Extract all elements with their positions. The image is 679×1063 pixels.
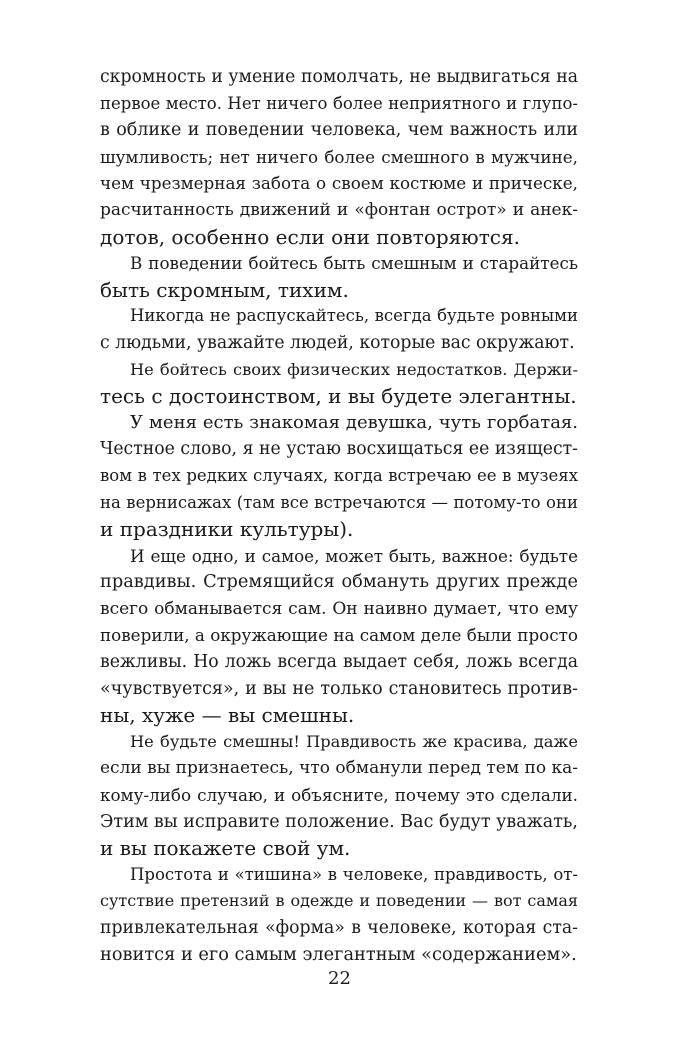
text-line: Никогда не распускайтесь, всегда будьте ровными bbox=[130, 306, 578, 326]
text-line: и праздники культуры). bbox=[100, 517, 354, 542]
text-line: И еще одно, и самое, может быть, важное: будьте bbox=[130, 545, 578, 566]
text-line: ны, хуже — вы смешны. bbox=[100, 703, 355, 728]
paragraph-2 bbox=[100, 250, 578, 303]
paragraph-8 bbox=[100, 862, 578, 968]
text-line: правдивы. Стремящийся обмануть других прежде bbox=[100, 572, 578, 593]
paragraph-1 bbox=[100, 64, 578, 250]
text-line: шумливость; нет ничего более смешного в мужчине, bbox=[100, 146, 578, 167]
text-line: на вернисажах (там все встречаются — потому-то они bbox=[100, 492, 578, 512]
paragraph-4 bbox=[100, 357, 578, 410]
paragraph-5 bbox=[100, 410, 578, 543]
text-line: сутствие претензий в одежде и поведении — вот самая bbox=[100, 891, 578, 911]
text-line: вом в тех редких случаях, когда встречаю ее в музеях bbox=[100, 465, 578, 485]
text-line: дотов, особенно если они повторяются. bbox=[100, 224, 520, 249]
text-line: привлекательная «форма» в человеке, которая ста- bbox=[100, 918, 578, 938]
text-line: и вы покажете свой ум. bbox=[100, 836, 351, 861]
paragraph-6 bbox=[100, 543, 578, 729]
text-line: Честное слово, я не устаю восхищаться ее изящест- bbox=[100, 439, 578, 460]
text-line: чем чрезмерная забота о своем костюме и прическе, bbox=[100, 173, 578, 194]
text-line: в облике и поведении человека, чем важность или bbox=[100, 120, 578, 141]
text-line: В поведении бойтесь быть смешным и старайтесь bbox=[130, 253, 578, 274]
text-line: кому-либо случаю, и объясните, почему это сделали. bbox=[100, 785, 578, 806]
text-line: поверили, а окружающие на самом деле были просто bbox=[100, 625, 578, 646]
paragraph-3 bbox=[100, 303, 578, 356]
page-number: 22 bbox=[328, 968, 351, 989]
text-line: «чувствуется», и вы не только становитесь против- bbox=[100, 678, 578, 699]
text-line: скромность и умение помолчать, не выдвигаться на bbox=[100, 67, 578, 87]
text-line: всего обманывается сам. Он наивно думает, что ему bbox=[100, 598, 578, 619]
text-line: Не бойтесь своих физических недостатков. Держи- bbox=[130, 359, 578, 379]
text-line: новится и его самым элегантным «содержанием». bbox=[100, 944, 577, 965]
text-line: Не будьте смешны! Правдивость же красива, даже bbox=[130, 731, 578, 751]
text-line: если вы признаетесь, что обманули перед тем по ка- bbox=[100, 758, 578, 779]
paragraph-7 bbox=[100, 729, 578, 862]
text-line: тесь с достоинством, и вы будете элегантны. bbox=[100, 384, 577, 409]
text-line: быть скромным, тихим. bbox=[100, 277, 349, 302]
text-line: Простота и «тишина» в человеке, правдивость, от- bbox=[130, 864, 578, 884]
text-line: У меня есть знакомая девушка, чуть горбатая. bbox=[130, 411, 578, 433]
body-text bbox=[100, 64, 578, 968]
text-line: Этим вы исправите положение. Вас будут уважать, bbox=[100, 811, 578, 832]
text-line: с людьми, уважайте людей, которые вас окружают. bbox=[100, 332, 575, 353]
text-line: вежливы. Но ложь всегда выдает себя, ложь всегда bbox=[100, 652, 578, 673]
text-line: расчитанность движений и «фонтан острот» и анек- bbox=[100, 199, 578, 220]
text-line: первое место. Нет ничего более неприятного и глупо- bbox=[100, 93, 578, 113]
